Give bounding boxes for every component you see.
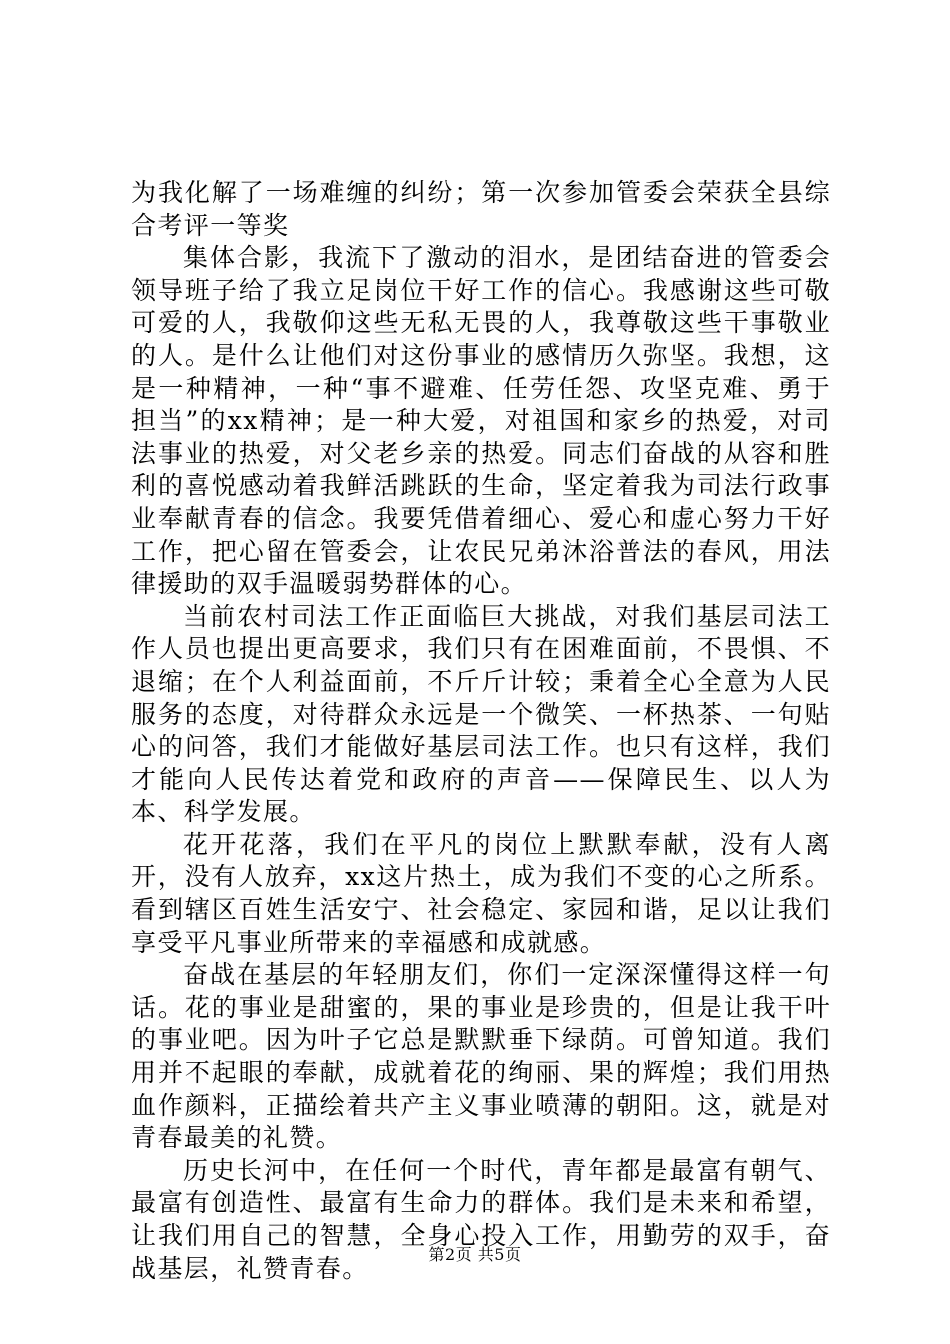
paragraph-5: 奋战在基层的年轻朋友们，你们一定深深懂得这样一句话。花的事业是甜蜜的，果的事业是珍贵的，但是让我干叶的事业吧。因为叶子它总是默默垂下绿荫。可曾知道。我们用并不起眼的奉献，成就着花的绚丽、果的辉煌；我们用热血作颜料，正描绘着共产主义事业喷薄的朝阳。这，就是对青春最美的礼赞。 [131, 960, 831, 1153]
paragraph-4: 花开花落，我们在平凡的岗位上默默奉献，没有人离开，没有人放弃，xx这片热土，成为我们不变的心之所系。看到辖区百姓生活安宁、社会稳定、家园和谐，足以让我们享受平凡事业所带来的幸福感和成就感。 [131, 829, 831, 957]
page-number-footer: 第2页 共5页 [428, 1245, 522, 1264]
paragraph-3: 当前农村司法工作正面临巨大挑战，对我们基层司法工作人员也提出更高要求，我们只有在困难面前，不畏惧、不退缩；在个人利益面前，不斤斤计较；秉着全心全意为人民服务的态度，对待群众永远是一个微笑、一杯热茶、一句贴心的问答，我们才能做好基层司法工作。也只有这样，我们才能向人民传达着党和政府的声音——保障民生、以人为本、科学发展。 [131, 601, 831, 827]
paragraph-2: 集体合影，我流下了激动的泪水，是团结奋进的管委会领导班子给了我立足岗位干好工作的信心。我感谢这些可敬可爱的人，我敬仰这些无私无畏的人，我尊敬这些干事敬业的人。是什么让他们对这份事业的感情历久弥坚。我想，这是一种精神，一种“事不避难、任劳任怨、攻坚克难、勇于担当”的xx精神；是一种大爱，对祖国和家乡的热爱，对司法事业的热爱，对父老乡亲的热爱。同志们奋战的从容和胜利的喜悦感动着我鲜活跳跃的生命，坚定着我为司法行政事业奉献青春的信念。我要凭借着细心、爱心和虚心努力干好工作，把心留在管委会，让农民兄弟沐浴普法的春风，用法律援助的双手温暖弱势群体的心。 [131, 243, 831, 599]
document-body [131, 177, 831, 1285]
paragraph-6: 历史长河中，在任何一个时代，青年都是最富有朝气、最富有创造性、最富有生命力的群体。我们是未来和希望，让我们用自己的智慧，全身心投入工作，用勤劳的双手，奋战基层，礼赞青春。 [131, 1155, 831, 1283]
paragraph-1: 为我化解了一场难缠的纠纷；第一次参加管委会荣获全县综合考评一等奖 [131, 178, 831, 240]
